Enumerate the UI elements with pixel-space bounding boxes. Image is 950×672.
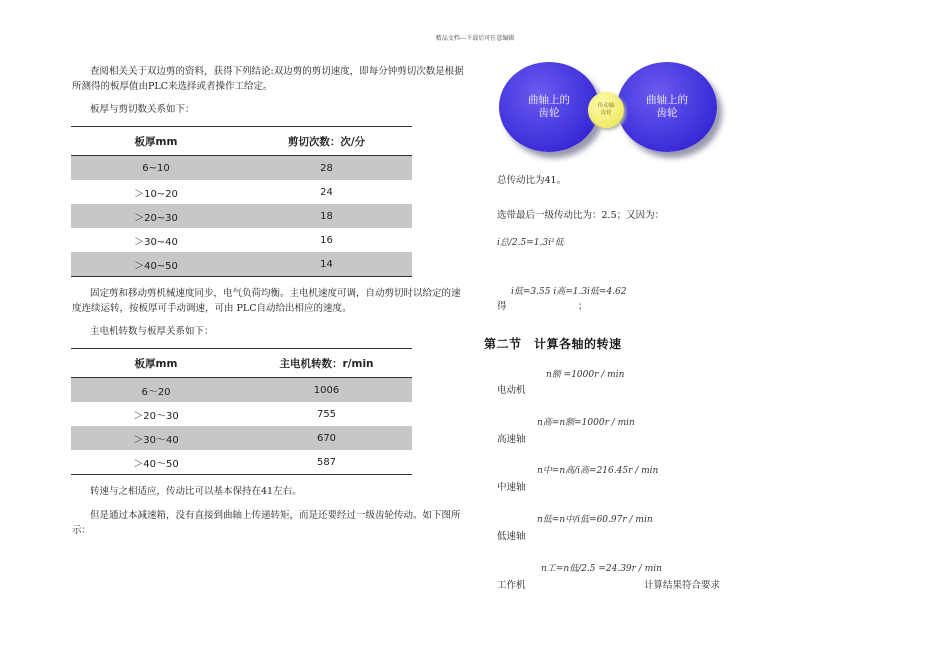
table-cell: 18 — [241, 204, 412, 228]
total-ratio-text: 总传动比为41。 — [497, 175, 567, 186]
table-cell: 755 — [316, 408, 337, 420]
mid-speed-formula: n中=n高/i高=216.45r / min — [537, 466, 659, 476]
crankshaft-gear-left — [499, 62, 599, 152]
intro-paragraph: 查阅相关关于双边剪的资料，获得下列结论:双边剪的剪切速度，即每分钟剪切次数是根据所测得的板厚值由PLC来选择或者操作工给定。 — [72, 66, 464, 92]
gear-label: 齿轮 — [656, 107, 678, 119]
motor-label: 电动机 — [497, 385, 526, 396]
high-speed-label: 高速轴 — [497, 434, 526, 445]
semicolon-mark: ； — [578, 301, 588, 312]
table1-caption: 板厚与剪切数关系如下： — [90, 104, 195, 115]
table-row — [71, 378, 412, 403]
work-label: 工作机 — [497, 580, 526, 591]
column-header: 板厚mm — [71, 127, 241, 156]
table2-caption: 主电机转数与板厚关系如下： — [90, 326, 214, 337]
table-cell: 14 — [241, 252, 412, 277]
table-cell: 6~10 — [71, 156, 241, 181]
column-header: 剪切次数：次/分 — [241, 127, 412, 156]
table-cell: ＞10~20 — [134, 188, 178, 200]
transmission-shaft-gear — [588, 92, 624, 128]
table-cell: 28 — [241, 156, 412, 181]
table-row — [71, 204, 412, 228]
result-de-label: 得 — [497, 301, 507, 312]
table-cell: ＞40～50 — [133, 458, 179, 470]
table-row — [71, 426, 412, 450]
table-cell: 16 — [320, 234, 333, 246]
column-header: 主电机转数：r/min — [241, 349, 412, 378]
table-cell: ＞20～30 — [133, 410, 179, 422]
table-row — [71, 402, 412, 426]
ratio-paragraph: 转速与之相适应，传动比可以基本保持在41左右。 — [90, 486, 302, 497]
gear-diagram — [495, 60, 725, 160]
low-speed-formula: n低=n中/i低=60.97r / min — [537, 515, 653, 525]
table-cell: ＞30～40 — [71, 426, 241, 450]
ratio-result-equation: i低=3.55 i高=1.3i低=4.62 — [511, 287, 627, 297]
page-header: 精品文档---下载后可任意编辑 — [435, 35, 515, 42]
table-cell: ＞20~30 — [71, 204, 241, 228]
thickness-cut-table — [71, 126, 412, 277]
ratio-equation: i总/2.5=1.3i²低 — [497, 238, 564, 248]
gear-label: 齿轮 — [538, 107, 560, 119]
table-cell: 24 — [320, 186, 333, 198]
table-row — [71, 252, 412, 277]
table-row — [71, 180, 412, 204]
table-cell: 670 — [241, 426, 412, 450]
table-cell: ＞40~50 — [71, 252, 241, 277]
high-speed-formula: n高=n额=1000r / min — [537, 418, 635, 428]
table-cell: ＞30~40 — [134, 236, 178, 248]
table-cell: 587 — [316, 456, 337, 468]
low-speed-label: 低速轴 — [497, 531, 526, 542]
choose-ratio-text: 选带最后一级传动比为：2.5；又因为： — [497, 210, 665, 221]
section-title: 第二节 计算各轴的转速 — [484, 337, 622, 351]
table-row — [71, 450, 412, 475]
mid-speed-label: 中速轴 — [497, 482, 526, 493]
table-row — [71, 228, 412, 252]
motor-speed-table — [71, 348, 412, 475]
table-cell: 6～20 — [71, 378, 241, 403]
gear-label: 齿轮 — [600, 110, 612, 116]
crankshaft-gear-right — [617, 62, 717, 152]
column-header: 板厚mm — [71, 349, 241, 378]
result-note: 计算结果符合要求 — [644, 580, 721, 591]
gear-paragraph: 但是通过本减速箱，没有直接到曲轴上传递转矩，而是还要经过一级齿轮传动。如下图所示： — [72, 510, 461, 536]
gear-label: 曲轴上的 — [528, 94, 570, 106]
table-row — [71, 156, 412, 181]
gear-label: 传动轴 — [597, 103, 615, 109]
table-cell: 1006 — [241, 378, 412, 403]
gear-label: 曲轴上的 — [646, 94, 688, 106]
motor-speed-formula: n额 =1000r / min — [546, 370, 625, 380]
table-header-row — [71, 349, 412, 378]
sync-paragraph: 固定剪和移动剪机械速度同步，电气负荷均衡。主电机速度可调，自动剪切时以给定的速度连续运转，按板厚可手动调速，可由 PLC自动给出相应的速度。 — [72, 288, 461, 314]
table-header-row — [71, 127, 412, 156]
work-speed-formula: n工=n低/2.5 =24.39r / min — [541, 564, 662, 574]
